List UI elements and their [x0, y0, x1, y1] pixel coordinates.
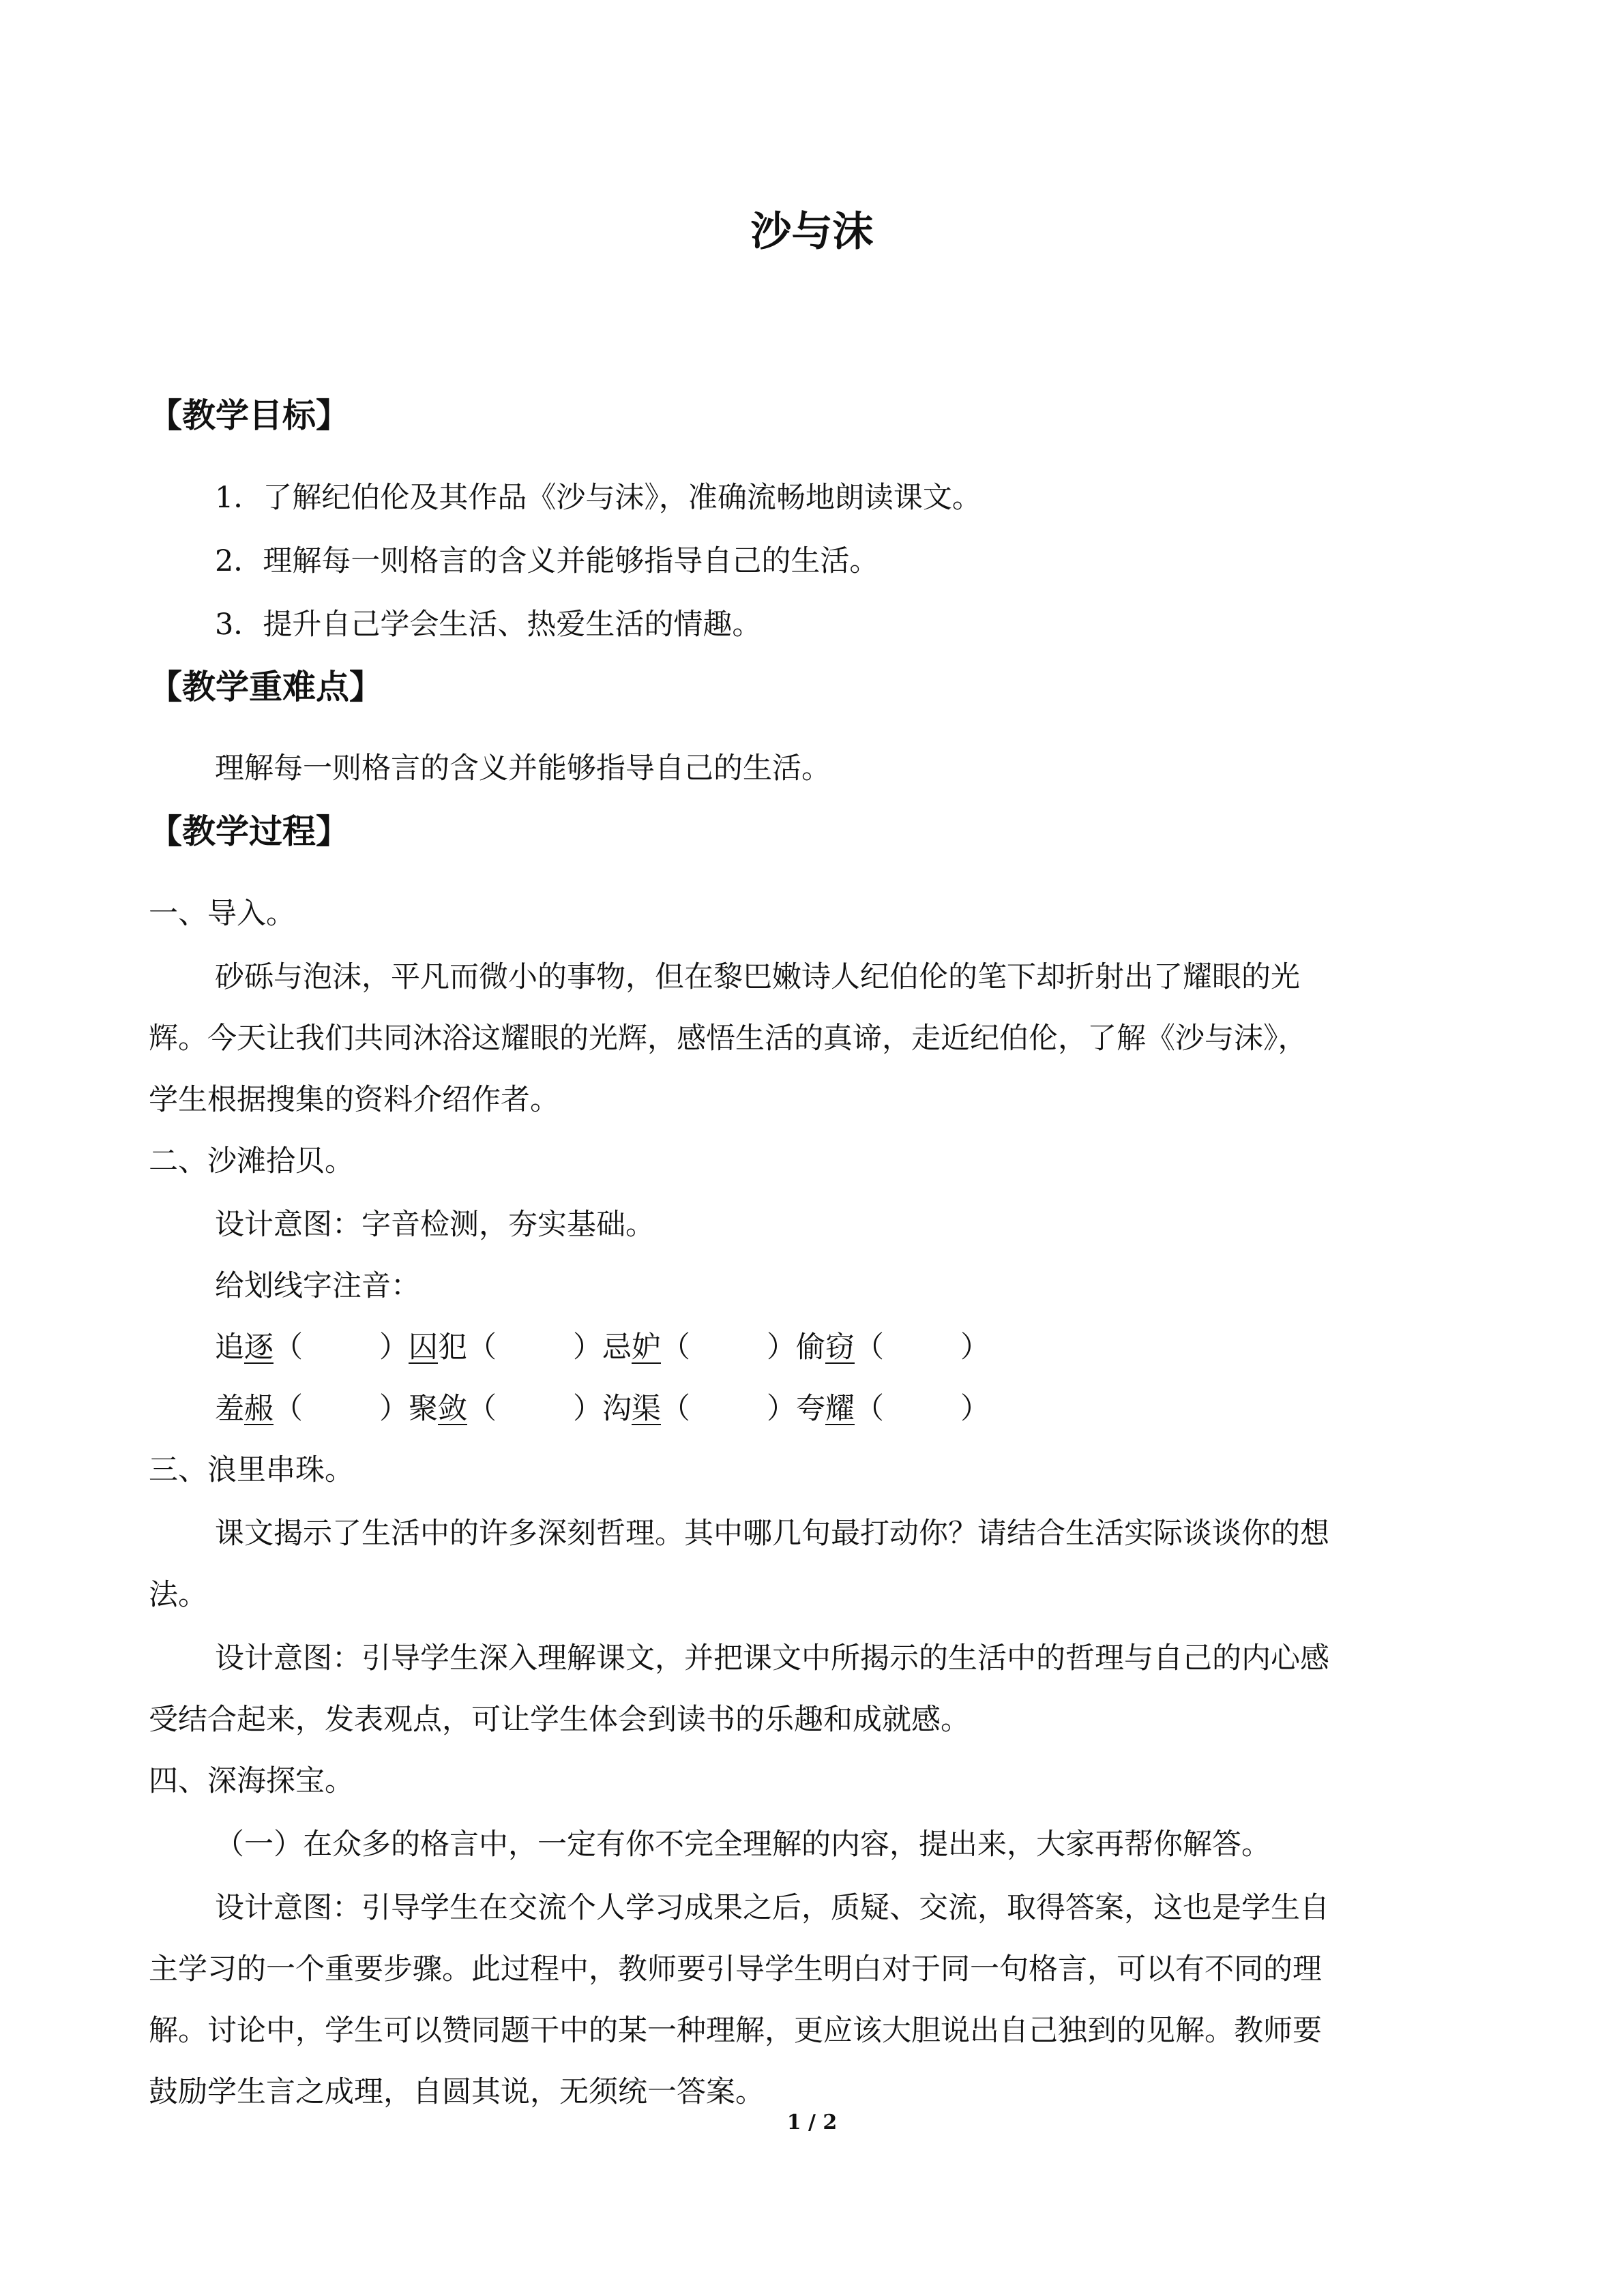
pinyin-item: 夸耀（ ） [796, 1392, 990, 1426]
section-4-line: 解。讨论中，学生可以赞同题干中的某一种理解，更应该大胆说出自己独到的见解。教师要 [149, 2014, 1322, 2048]
section-4-line: 鼓励学生言之成理，自圆其说，无须统一答案。 [149, 2075, 765, 2109]
heading-teaching-process: 【教学过程】 [149, 812, 350, 851]
section-3-heading: 三、浪里串珠。 [149, 1453, 354, 1487]
section-4-heading: 四、深海探宝。 [149, 1764, 354, 1798]
heading-teaching-goals: 【教学目标】 [149, 396, 350, 435]
section-4-line: （一）在众多的格言中，一定有你不完全理解的内容，提出来，大家再帮你解答。 [215, 1828, 1271, 1862]
section-3-line: 受结合起来，发表观点，可让学生体会到读书的乐趣和成就感。 [149, 1703, 970, 1737]
document-title: 沙与沫 [750, 208, 874, 256]
key-points-text: 理解每一则格言的含义并能够指导自己的生活。 [215, 751, 831, 786]
pinyin-item: 囚犯（ ） [409, 1330, 602, 1365]
section-3-line: 设计意图：引导学生深入理解课文，并把课文中所揭示的生活中的哲理与自己的内心感 [215, 1641, 1329, 1675]
section-1-line: 学生根据搜集的资料介绍作者。 [149, 1083, 559, 1117]
pinyin-item: 偷窃（ ） [796, 1330, 990, 1365]
section-4-line: 设计意图：引导学生在交流个人学习成果之后，质疑、交流，取得答案，这也是学生自 [215, 1891, 1329, 1925]
goal-item-3: 3．提升自己学会生活、热爱生活的情趣。 [215, 608, 762, 642]
section-4-line: 主学习的一个重要步骤。此过程中，教师要引导学生明白对于同一句格言，可以有不同的理 [149, 1952, 1322, 1986]
pinyin-item: 沟渠（ ） [602, 1392, 796, 1426]
section-2-heading: 二、沙滩拾贝。 [149, 1144, 354, 1178]
pinyin-row-1 [215, 1327, 990, 1368]
goal-item-2: 2．理解每一则格言的含义并能够指导自己的生活。 [215, 544, 879, 578]
pinyin-item: 羞赧（ ） [215, 1392, 409, 1426]
pinyin-row-2 [215, 1388, 990, 1429]
pinyin-item: 追逐（ ） [215, 1330, 409, 1365]
section-3-line: 法。 [149, 1578, 207, 1612]
section-1-line: 辉。今天让我们共同沐浴这耀眼的光辉，感悟生活的真谛，走近纪伯伦，了解《沙与沫》， [149, 1022, 1308, 1056]
goal-item-1: 1．了解纪伯伦及其作品《沙与沫》，准确流畅地朗读课文。 [215, 481, 981, 515]
section-1-heading: 一、导入。 [149, 897, 295, 931]
pinyin-item: 忌妒（ ） [602, 1330, 796, 1365]
section-2-instruction: 给划线字注音： [215, 1269, 420, 1303]
heading-key-points: 【教学重难点】 [149, 668, 383, 706]
section-1-line: 砂砾与泡沫，平凡而微小的事物，但在黎巴嫩诗人纪伯伦的笔下却折射出了耀眼的光 [215, 960, 1300, 994]
section-2-design: 设计意图：字音检测，夯实基础。 [215, 1208, 655, 1242]
pinyin-item: 聚敛（ ） [409, 1392, 602, 1426]
page-number: 1 / 2 [786, 2111, 838, 2134]
section-3-line: 课文揭示了生活中的许多深刻哲理。其中哪几句最打动你？请结合生活实际谈谈你的想 [215, 1517, 1329, 1551]
